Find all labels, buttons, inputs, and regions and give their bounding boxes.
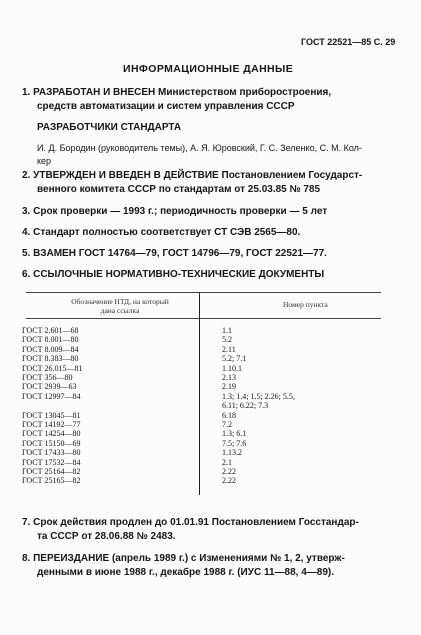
table-column-divider <box>199 293 200 495</box>
table-header-divider <box>26 318 381 319</box>
section-7-line-1: 7. Срок действия продлен до 01.01.91 Постановлением Госстандар- <box>22 517 359 528</box>
table-row-item: 1.3; 1.4; 1.5; 2.26; 5.5, <box>222 391 295 401</box>
section-1-line-1: 1. РАЗРАБОТАН И ВНЕСЕН Министерством приборостроения, <box>22 87 332 98</box>
table-row-doc: ГОСТ 25164—82 <box>22 467 81 476</box>
table-row-item: 5.2; 7.1 <box>222 354 247 364</box>
section-1-line-2: средств автоматизации и систем управления СССР <box>37 101 295 112</box>
table-row-item: 1.3; 6.1 <box>222 429 247 439</box>
table-row-doc: ГОСТ 356—80 <box>22 373 73 382</box>
table-row-item: 2.19 <box>222 382 236 392</box>
table-header-doc-line-2: дана ссылка <box>100 306 140 315</box>
table-row-item: 2.1 <box>222 457 232 467</box>
table-row-item: 5.2 <box>222 335 232 345</box>
table-row-doc: ГОСТ 25165—82 <box>22 476 81 486</box>
table-row-item: 6.11; 6.22; 7.3 <box>222 401 269 411</box>
table-header-item: Номер пункта <box>283 300 328 309</box>
table-row-doc: ГОСТ 8.383—80 <box>22 354 79 364</box>
table-row-doc: ГОСТ 14254—80 <box>22 429 81 439</box>
table-header-doc-line-1: Обозначение НТД, на который <box>71 297 169 306</box>
table-row-item: 1.13.2 <box>222 448 242 458</box>
standard-number: ГОСТ 22521—85 С. 29 <box>301 37 396 47</box>
table-row-item: 2.22 <box>222 476 236 486</box>
table-row-item: 6.18 <box>222 410 236 420</box>
section-2-line-1: 2. УТВЕРЖДЕН И ВВЕДЕН В ДЕЙСТВИЕ Постановлением Государст- <box>22 170 363 181</box>
table-row-item: 2.22 <box>222 467 236 476</box>
table-row-doc: ГОСТ 2939—63 <box>22 382 77 392</box>
developers-line-2: кер <box>37 156 52 166</box>
table-row-doc: ГОСТ 12997—84 <box>22 391 81 401</box>
table-row-item: 2.11 <box>222 344 236 354</box>
table-row-doc: ГОСТ 13045—81 <box>22 410 81 420</box>
table-row-doc: ГОСТ 17532—84 <box>22 457 81 467</box>
table-row-item: 1.1 <box>222 326 232 335</box>
page-title: ИНФОРМАЦИОННЫЕ ДАННЫЕ <box>123 63 294 75</box>
table-header-doc <box>60 297 180 315</box>
table-row-doc: ГОСТ 17433—80 <box>22 448 81 458</box>
table-row-doc: ГОСТ 14192—77 <box>22 420 81 429</box>
table-top-border <box>26 292 381 293</box>
developers-heading: РАЗРАБОТЧИКИ СТАНДАРТА <box>37 122 182 133</box>
table-row-item: 7.2 <box>222 420 232 429</box>
section-5: 5. ВЗАМЕН ГОСТ 14764—79, ГОСТ 14796—79, ГОСТ 22521—77. <box>22 248 327 259</box>
table-row-item: 1.10.1 <box>222 363 242 373</box>
section-2-line-2: венного комитета СССР по стандартам от 25.03.85 № 785 <box>37 184 321 195</box>
table-row-item: 2.13 <box>222 373 236 382</box>
table-row-item: 7.5; 7.6 <box>222 438 247 448</box>
section-3: 3. Срок проверки — 1993 г.; периодичность проверки — 5 лет <box>22 206 328 217</box>
table-row-doc: ГОСТ 8.009—84 <box>22 344 79 354</box>
table-row-doc: ГОСТ 2.601—68 <box>22 326 79 335</box>
table-row-doc: ГОСТ 8.001—80 <box>22 335 79 345</box>
section-8-line-2: денными в июне 1988 г., декабре 1988 г. (ИУС 11—88, 4—89). <box>37 567 334 578</box>
section-6: 6. ССЫЛОЧНЫЕ НОРМАТИВНО-ТЕХНИЧЕСКИЕ ДОКУМЕНТЫ <box>22 269 325 280</box>
developers-line-1: И. Д. Бородин (руководитель темы), А. Я. Юровский, Г. С. Зеленко, С. М. Кол- <box>37 143 362 153</box>
table-row-doc: ГОСТ 26.015—81 <box>22 363 83 373</box>
table-row-doc: ГОСТ 15150—69 <box>22 438 81 448</box>
section-8-line-1: 8. ПЕРЕИЗДАНИЕ (апрель 1989 г.) с Изменениями № 1, 2, утверж- <box>22 553 345 564</box>
section-7-line-2: та СССР от 28.06.88 № 2483. <box>37 531 176 542</box>
section-4: 4. Стандарт полностью соответствует СТ СЭВ 2565—80. <box>22 227 301 238</box>
